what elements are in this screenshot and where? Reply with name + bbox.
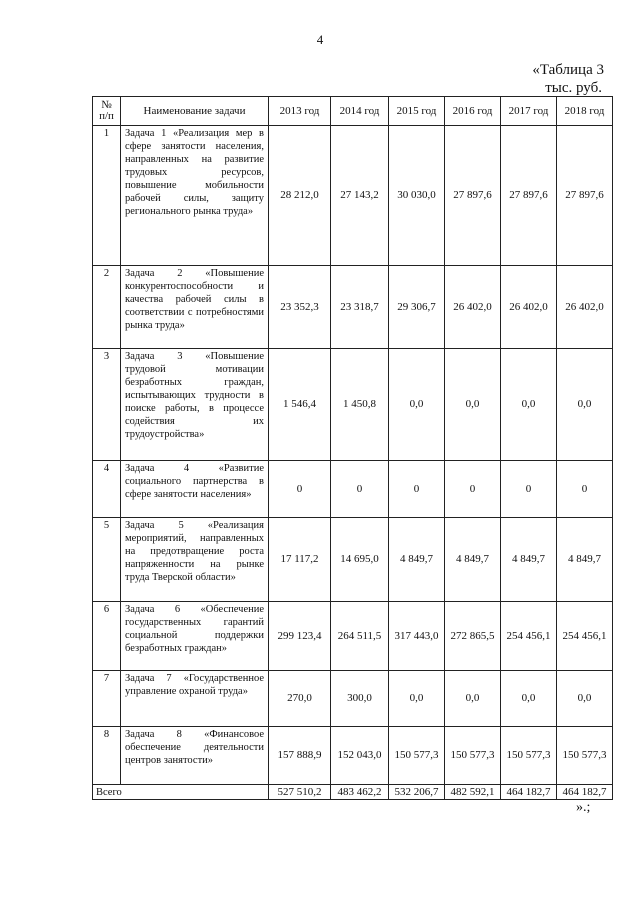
header-year: 2017 год [501,97,557,126]
value-cell: 0,0 [389,671,445,727]
value-cell: 152 043,0 [331,727,389,785]
value-cell: 272 865,5 [445,602,501,671]
value-cell: 4 849,7 [557,518,613,602]
total-value: 483 462,2 [331,785,389,800]
value-cell: 27 897,6 [557,126,613,266]
row-number: 5 [93,518,121,602]
value-cell: 30 030,0 [389,126,445,266]
header-year: 2016 год [445,97,501,126]
value-cell: 0,0 [389,349,445,461]
value-cell: 0 [445,461,501,518]
value-cell: 4 849,7 [501,518,557,602]
value-cell: 26 402,0 [445,266,501,349]
value-cell: 299 123,4 [269,602,331,671]
value-cell: 157 888,9 [269,727,331,785]
value-cell: 0 [501,461,557,518]
task-name: Задача 2 «Повышение конкурентоспособности и качества рабочей силы в соответствии с потребностями рынка труда» [121,266,269,349]
value-cell: 4 849,7 [445,518,501,602]
row-number: 2 [93,266,121,349]
total-row [93,785,613,800]
value-cell: 264 511,5 [331,602,389,671]
task-name: Задача 5 «Реализация мероприятий, направленных на предотвращение роста напряженности на рынке труда Тверской области» [121,518,269,602]
table-row [93,349,613,461]
table-caption: «Таблица 3 [532,62,604,78]
header-row [93,97,613,126]
value-cell: 1 450,8 [331,349,389,461]
page-number: 4 [316,32,324,47]
value-cell: 0,0 [557,671,613,727]
task-name: Задача 6 «Обеспечение государственных гарантий социальной поддержки безработных граждан» [121,602,269,671]
row-number: 1 [93,126,121,266]
value-cell: 270,0 [269,671,331,727]
header-year: 2018 год [557,97,613,126]
row-number: 6 [93,602,121,671]
value-cell: 150 577,3 [389,727,445,785]
value-cell: 0 [389,461,445,518]
value-cell: 0 [331,461,389,518]
budget-table [92,96,613,800]
value-cell: 27 897,6 [501,126,557,266]
value-cell: 27 143,2 [331,126,389,266]
value-cell: 14 695,0 [331,518,389,602]
table-row [93,518,613,602]
total-label: Всего [93,785,269,800]
value-cell: 150 577,3 [501,727,557,785]
value-cell: 0,0 [501,671,557,727]
value-cell: 0,0 [501,349,557,461]
total-value: 527 510,2 [269,785,331,800]
value-cell: 4 849,7 [389,518,445,602]
header-year: 2015 год [389,97,445,126]
units-label: тыс. руб. [545,80,602,96]
value-cell: 0 [269,461,331,518]
task-name: Задача 7 «Государственное управление охраной труда» [121,671,269,727]
header-year: 2013 год [269,97,331,126]
value-cell: 23 352,3 [269,266,331,349]
total-value: 464 182,7 [557,785,613,800]
task-name: Задача 3 «Повышение трудовой мотивации безработных граждан, испытывающих трудности в поиске работы, в процессе содействия их трудоустройства» [121,349,269,461]
row-number: 7 [93,671,121,727]
task-name: Задача 8 «Финансовое обеспечение деятельности центров занятости» [121,727,269,785]
total-value: 464 182,7 [501,785,557,800]
header-year: 2014 год [331,97,389,126]
value-cell: 254 456,1 [501,602,557,671]
table-row [93,727,613,785]
value-cell: 0,0 [445,671,501,727]
total-value: 532 206,7 [389,785,445,800]
header-num: № п/п [93,97,121,126]
value-cell: 150 577,3 [557,727,613,785]
task-name: Задача 1 «Реализация мер в сфере занятости населения, направленных на развитие трудовых ресурсов, повышение мобильности рабочей силы, защиту регионального рынка труда» [121,126,269,266]
value-cell: 300,0 [331,671,389,727]
value-cell: 26 402,0 [557,266,613,349]
value-cell: 26 402,0 [501,266,557,349]
value-cell: 27 897,6 [445,126,501,266]
row-number: 3 [93,349,121,461]
value-cell: 17 117,2 [269,518,331,602]
value-cell: 150 577,3 [445,727,501,785]
value-cell: 0 [557,461,613,518]
table-row [93,602,613,671]
table-row [93,461,613,518]
value-cell: 254 456,1 [557,602,613,671]
closing-mark: ».; [576,800,591,815]
total-value: 482 592,1 [445,785,501,800]
table-row [93,266,613,349]
value-cell: 29 306,7 [389,266,445,349]
value-cell: 317 443,0 [389,602,445,671]
row-number: 8 [93,727,121,785]
value-cell: 28 212,0 [269,126,331,266]
value-cell: 0,0 [445,349,501,461]
table-row [93,126,613,266]
value-cell: 1 546,4 [269,349,331,461]
value-cell: 0,0 [557,349,613,461]
value-cell: 23 318,7 [331,266,389,349]
task-name: Задача 4 «Развитие социального партнерства в сфере занятости населения» [121,461,269,518]
row-number: 4 [93,461,121,518]
header-name: Наименование задачи [121,97,269,126]
table-row [93,671,613,727]
